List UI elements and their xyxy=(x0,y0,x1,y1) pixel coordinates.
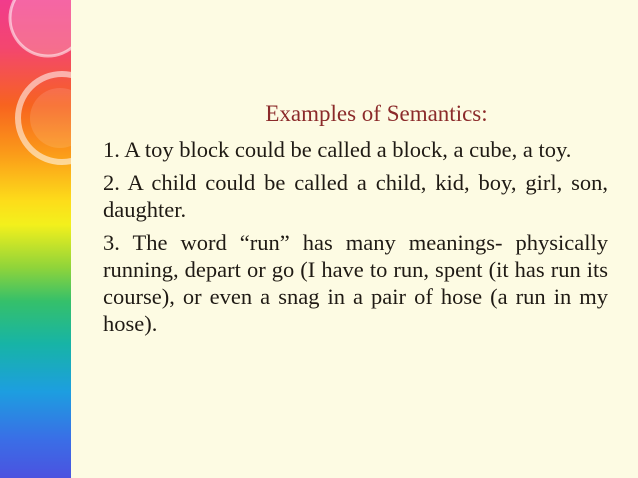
list-item: 1. A toy block could be called a block, a cube, a toy. xyxy=(103,137,572,162)
slide-title: Examples of Semantics: xyxy=(265,101,488,126)
decorative-circles xyxy=(0,0,71,478)
list-item: 2. A child could be called a child, kid, boy, girl, son, daughter. xyxy=(103,170,608,222)
decor-circle-top xyxy=(10,0,71,56)
rainbow-decoration-bar xyxy=(0,0,71,478)
list-item: 3. The word “run” has many meanings- physically running, depart or go (I have to run, spent (it has run its course), or even a snag in a pair of hose (a run in my hose). xyxy=(103,230,608,336)
decor-circle-inner xyxy=(30,88,71,148)
slide-content xyxy=(103,100,608,343)
